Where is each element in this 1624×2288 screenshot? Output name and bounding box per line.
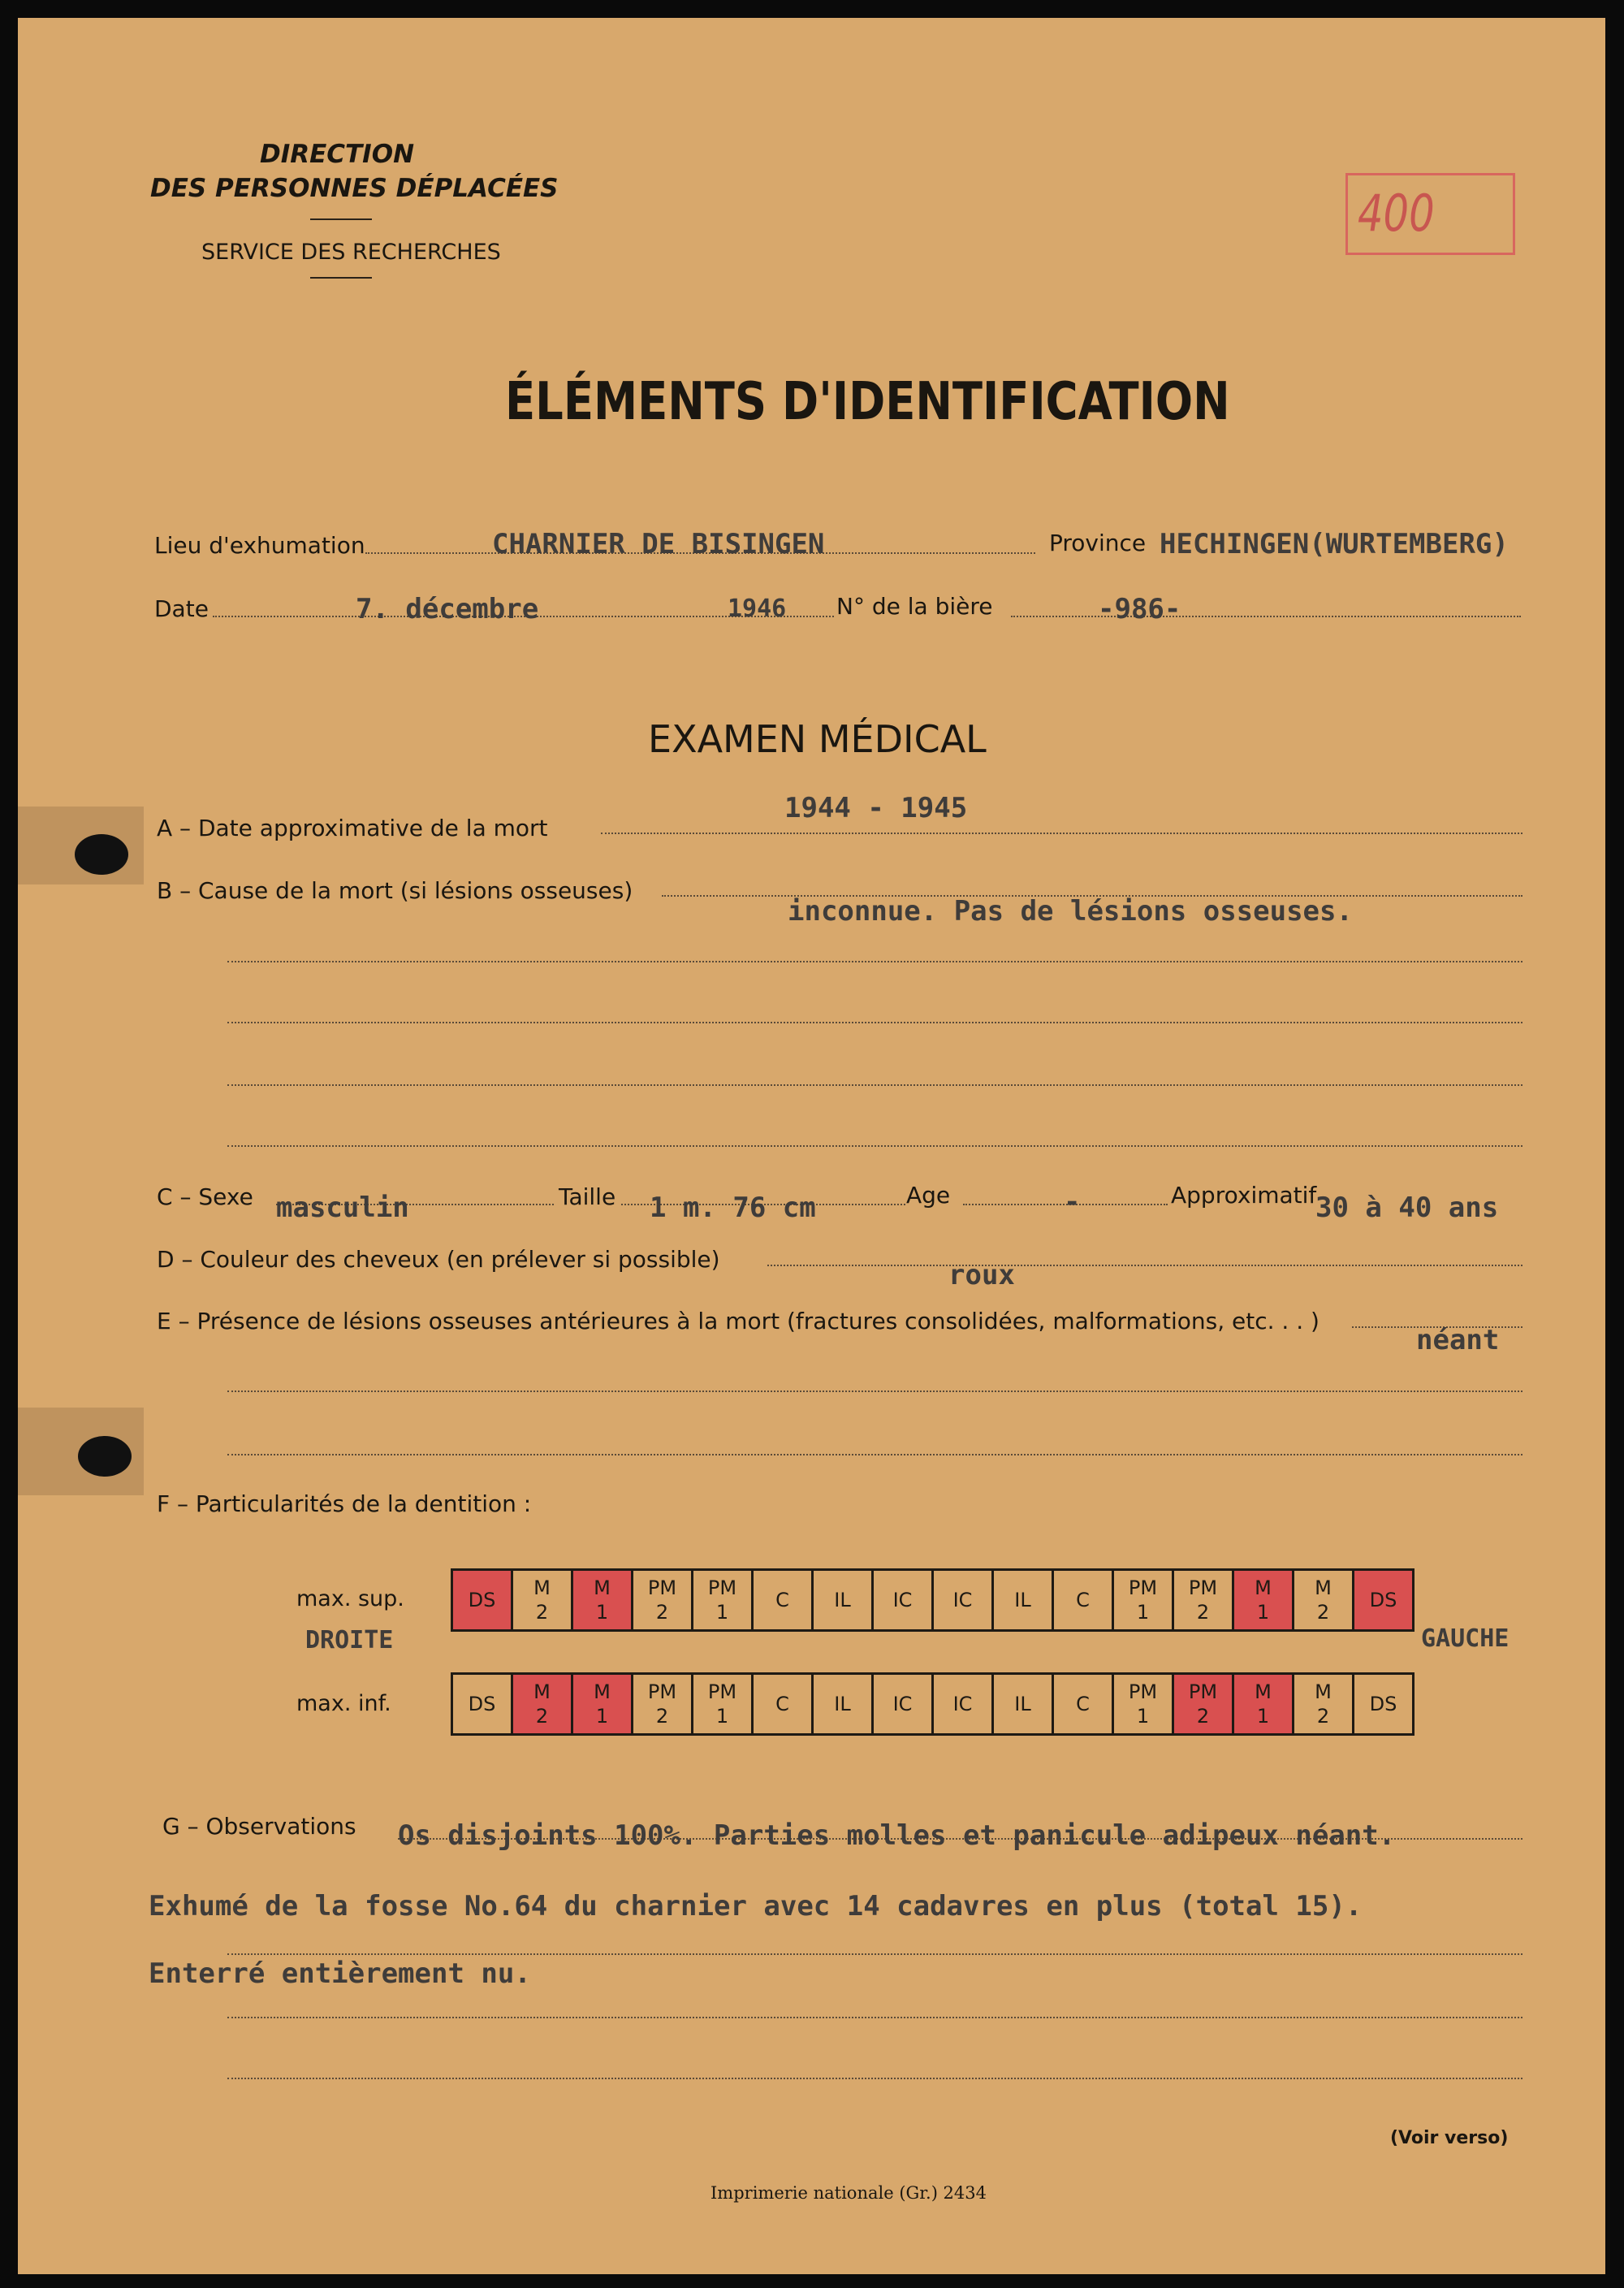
tooth-number: 2 <box>535 1601 549 1624</box>
tooth-number: 2 <box>1196 1601 1210 1624</box>
tooth-cell <box>1294 1570 1354 1631</box>
date-value: 7. décembre <box>356 593 539 625</box>
tooth-number: 1 <box>595 1705 609 1728</box>
tooth-code: C <box>775 1693 789 1715</box>
exam-title: EXAMEN MÉDICAL <box>648 717 987 761</box>
province-label: Province <box>1049 530 1147 556</box>
hair-color-label: D – Couleur des cheveux (en prélever si possible) <box>157 1246 720 1273</box>
tooth-code: IL <box>834 1589 851 1611</box>
tooth-code: PM <box>707 1680 737 1703</box>
dotted-line <box>1011 616 1521 617</box>
dotted-line <box>227 2017 1522 2018</box>
tooth-code: M <box>1255 1680 1272 1703</box>
age-label: Age <box>906 1182 951 1209</box>
tooth-number: 1 <box>1256 1705 1270 1728</box>
tooth-code: M <box>1315 1680 1332 1703</box>
tooth-number: 1 <box>1136 1705 1150 1728</box>
see-reverse-note: (Voir verso) <box>1390 2128 1509 2148</box>
observations-line-2: Exhumé de la fosse No.64 du charnier avec 14 cadavres en plus (total 15). <box>149 1890 1363 1923</box>
tooth-cell <box>873 1570 933 1631</box>
tooth-cell <box>1053 1570 1113 1631</box>
tooth-code: M <box>594 1577 611 1599</box>
upper-dentition-chart <box>451 1568 1415 1632</box>
tooth-code: IC <box>952 1589 973 1611</box>
tooth-cell <box>1053 1674 1113 1735</box>
observations-line-1: Os disjoints 100%. Parties molles et panicule adipeux néant. <box>398 1819 1396 1852</box>
tooth-code: M <box>594 1680 611 1703</box>
printer-imprint: Imprimerie nationale (Gr.) 2434 <box>710 2183 987 2203</box>
dotted-line <box>227 1454 1522 1455</box>
tooth-code: IL <box>834 1693 851 1715</box>
header-department: DES PERSONNES DÉPLACÉES <box>150 174 559 203</box>
exhumation-place-label: Lieu d'exhumation <box>154 532 365 559</box>
tooth-cell <box>1294 1674 1354 1735</box>
tooth-code: PM <box>707 1577 737 1599</box>
tooth-code: M <box>533 1680 551 1703</box>
tooth-cell <box>873 1674 933 1735</box>
header-divider <box>310 277 372 279</box>
tooth-code: PM <box>1128 1577 1158 1599</box>
tooth-code: M <box>533 1577 551 1599</box>
exhumation-place-value: CHARNIER DE BISINGEN <box>492 528 825 560</box>
tooth-code: IC <box>892 1589 913 1611</box>
punch-hole <box>75 834 128 875</box>
tooth-number: 2 <box>1196 1705 1210 1728</box>
observations-label: G – Observations <box>162 1813 356 1840</box>
approx-label: Approximatif <box>1171 1182 1317 1209</box>
death-date-value: 1944 - 1945 <box>784 792 968 824</box>
tooth-cell <box>813 1674 873 1735</box>
tooth-cell <box>452 1674 512 1735</box>
tooth-code: DS <box>1369 1693 1397 1715</box>
death-date-label: A – Date approximative de la mort <box>157 815 548 841</box>
prior-lesions-label: E – Présence de lésions osseuses antérieures à la mort (fractures consolidées, malformations, etc. . . ) <box>157 1308 1320 1334</box>
dotted-line <box>227 1084 1522 1086</box>
tooth-cell <box>1233 1674 1294 1735</box>
coffin-value: -986- <box>1098 593 1181 625</box>
dentition-label: F – Particularités de la dentition : <box>157 1490 532 1517</box>
tooth-code: IL <box>1014 1693 1031 1715</box>
tooth-cell <box>1113 1674 1173 1735</box>
death-cause-value: inconnue. Pas de lésions osseuses. <box>788 895 1353 928</box>
tooth-cell <box>813 1570 873 1631</box>
dotted-line <box>227 2078 1522 2079</box>
tooth-cell <box>753 1570 813 1631</box>
upper-jaw-label: max. sup. <box>296 1586 404 1611</box>
tooth-code: DS <box>468 1693 496 1715</box>
tooth-code: IC <box>892 1693 913 1715</box>
prior-lesions-value: néant <box>1416 1324 1500 1356</box>
dotted-line <box>227 1022 1522 1023</box>
tooth-code: PM <box>1188 1577 1218 1599</box>
age-value: - <box>1064 1186 1081 1218</box>
lower-dentition-chart <box>451 1672 1415 1736</box>
height-value: 1 m. 76 cm <box>650 1192 816 1224</box>
death-cause-label: B – Cause de la mort (si lésions osseuses) <box>157 877 633 904</box>
tooth-code: PM <box>647 1577 677 1599</box>
tooth-cell <box>1354 1674 1414 1735</box>
tooth-cell <box>933 1674 993 1735</box>
height-label: Taille <box>559 1183 616 1210</box>
dotted-line <box>227 1953 1522 1955</box>
tooth-cell <box>693 1570 753 1631</box>
tooth-cell <box>1233 1570 1294 1631</box>
tooth-cell <box>1173 1674 1233 1735</box>
header-divider <box>310 218 372 220</box>
province-value: HECHINGEN(WURTEMBERG) <box>1160 528 1509 560</box>
tooth-number: 2 <box>1316 1601 1330 1624</box>
tooth-cell <box>933 1570 993 1631</box>
tooth-code: C <box>1076 1693 1090 1715</box>
tooth-cell <box>753 1674 813 1735</box>
sex-label: C – Sexe <box>157 1183 253 1210</box>
tooth-code: IL <box>1014 1589 1031 1611</box>
lower-jaw-label: max. inf. <box>296 1691 391 1716</box>
tooth-code: M <box>1255 1577 1272 1599</box>
dotted-line <box>227 961 1522 962</box>
year-value: 1946 <box>728 595 787 623</box>
hair-color-value: roux <box>948 1259 1015 1291</box>
tooth-number: 2 <box>1316 1705 1330 1728</box>
tooth-code: DS <box>468 1589 496 1611</box>
tooth-number: 2 <box>535 1705 549 1728</box>
tooth-code: PM <box>647 1680 677 1703</box>
form-title: ÉLÉMENTS D'IDENTIFICATION <box>505 372 1230 432</box>
tooth-cell <box>1173 1570 1233 1631</box>
tooth-cell <box>693 1674 753 1735</box>
left-side-label: GAUCHE <box>1421 1624 1510 1653</box>
dotted-line <box>227 1391 1522 1392</box>
coffin-label: N° de la bière <box>836 593 993 620</box>
tooth-cell <box>633 1674 693 1735</box>
dotted-line <box>227 1145 1522 1147</box>
tooth-cell <box>993 1570 1053 1631</box>
approx-age-value: 30 à 40 ans <box>1315 1192 1499 1224</box>
right-side-label: DROITE <box>305 1626 394 1654</box>
tooth-number: 2 <box>655 1705 669 1728</box>
header-service: SERVICE DES RECHERCHES <box>201 240 501 265</box>
dotted-line <box>601 833 1522 834</box>
tooth-number: 1 <box>715 1601 729 1624</box>
tooth-cell <box>633 1570 693 1631</box>
tooth-code: PM <box>1188 1680 1218 1703</box>
tooth-number: 2 <box>655 1601 669 1624</box>
tooth-cell <box>512 1674 572 1735</box>
tooth-code: PM <box>1128 1680 1158 1703</box>
tooth-code: C <box>1076 1589 1090 1611</box>
dotted-line <box>767 1265 1522 1266</box>
tooth-number: 1 <box>1256 1601 1270 1624</box>
tooth-cell <box>1113 1570 1173 1631</box>
tooth-code: IC <box>952 1693 973 1715</box>
tooth-cell <box>572 1570 633 1631</box>
tooth-code: DS <box>1369 1589 1397 1611</box>
tooth-number: 1 <box>715 1705 729 1728</box>
tooth-number: 1 <box>595 1601 609 1624</box>
tooth-cell <box>1354 1570 1414 1631</box>
tooth-cell <box>572 1674 633 1735</box>
tooth-cell <box>993 1674 1053 1735</box>
tooth-code: M <box>1315 1577 1332 1599</box>
sex-value: masculin <box>276 1192 409 1224</box>
tooth-number: 1 <box>1136 1601 1150 1624</box>
header-direction: DIRECTION <box>259 140 415 169</box>
tooth-code: C <box>775 1589 789 1611</box>
tooth-cell <box>452 1570 512 1631</box>
observations-line-3: Enterré entièrement nu. <box>149 1957 531 1990</box>
date-label: Date <box>154 595 209 622</box>
file-number: 400 <box>1358 184 1435 243</box>
tooth-cell <box>512 1570 572 1631</box>
punch-hole <box>78 1436 132 1477</box>
